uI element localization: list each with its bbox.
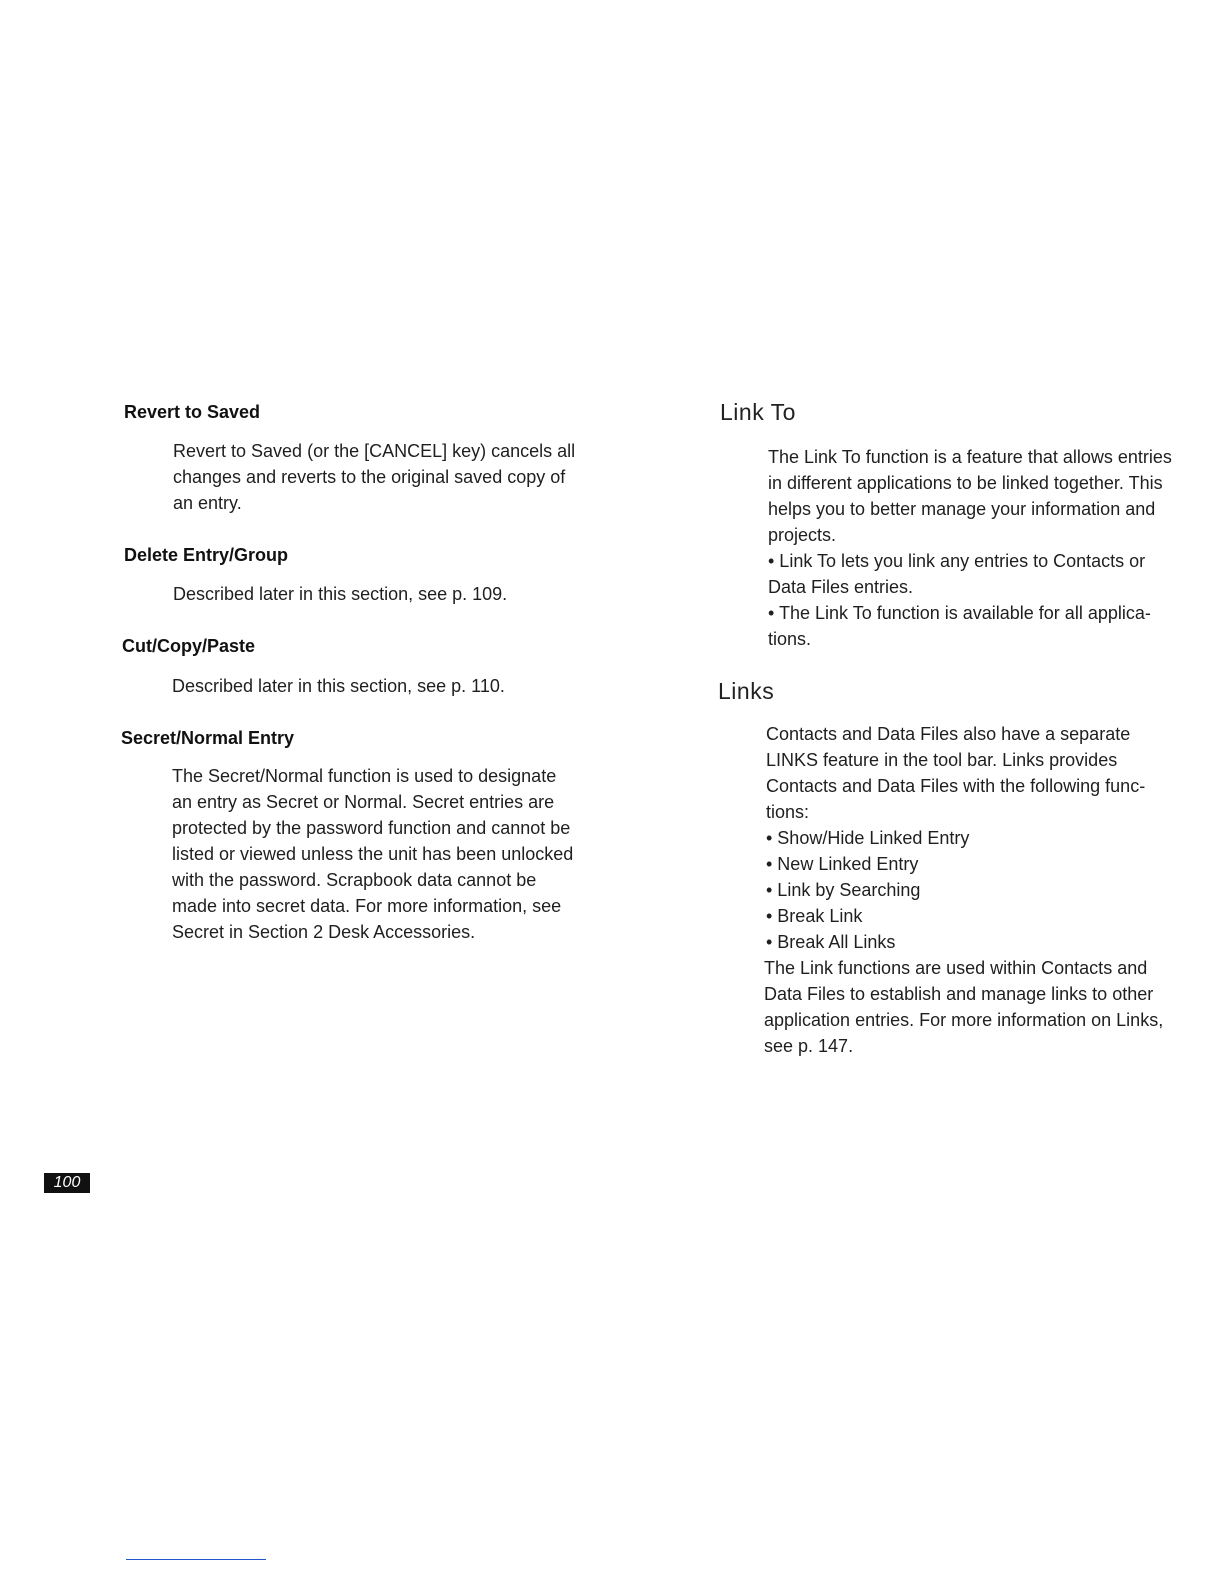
text-revert-to-saved: Revert to Saved (or the [CANCEL] key) cancels all changes and reverts to the original saved copy of an entry. xyxy=(173,441,576,513)
text-link-to: The Link To function is a feature that allows entries in different applications to be linked together. This helps you to better manage your information and projects. xyxy=(768,447,1172,545)
bottom-rule xyxy=(126,1559,266,1560)
page-number: 100 xyxy=(44,1173,90,1193)
links-function-list xyxy=(766,825,1206,955)
list-item: • Break All Links xyxy=(766,932,896,952)
list-item: • Link To lets you link any entries to Contacts or Data Files entries. xyxy=(768,551,1146,597)
text-secret-normal-entry: The Secret/Normal function is used to designate an entry as Secret or Normal. Secret entries are protected by the password function and cannot be listed or viewed unless the unit has been unlocked with the password. Scrapbook data cannot be made into secret data. For more information, see Secret in Section 2 Desk Accessories. xyxy=(172,766,574,942)
text-links-intro: Contacts and Data Files also have a separate LINKS feature in the tool bar. Links provides Contacts and Data Files with the following func- tions: xyxy=(766,724,1146,822)
heading-cut-copy-paste: Cut/Copy/Paste xyxy=(122,636,256,656)
list-item: • Link by Searching xyxy=(766,880,921,900)
text-delete-entry-group: Described later in this section, see p. 109. xyxy=(173,584,508,604)
heading-links: Links xyxy=(718,678,775,704)
text-links-outro: The Link functions are used within Contacts and Data Files to establish and manage links to other application entries. For more information on Links, see p. 147. xyxy=(764,958,1164,1056)
list-item: • Show/Hide Linked Entry xyxy=(766,828,970,848)
list-item: • The Link To function is available for all applica- tions. xyxy=(768,603,1151,649)
heading-revert-to-saved: Revert to Saved xyxy=(124,402,261,422)
link-to-bullet-list xyxy=(768,548,1208,652)
list-item: • Break Link xyxy=(766,906,863,926)
heading-secret-normal-entry: Secret/Normal Entry xyxy=(121,728,295,748)
list-item: • New Linked Entry xyxy=(766,854,919,874)
heading-link-to: Link To xyxy=(720,399,796,425)
text-cut-copy-paste: Described later in this section, see p. 110. xyxy=(172,676,505,696)
heading-delete-entry-group: Delete Entry/Group xyxy=(124,545,289,565)
